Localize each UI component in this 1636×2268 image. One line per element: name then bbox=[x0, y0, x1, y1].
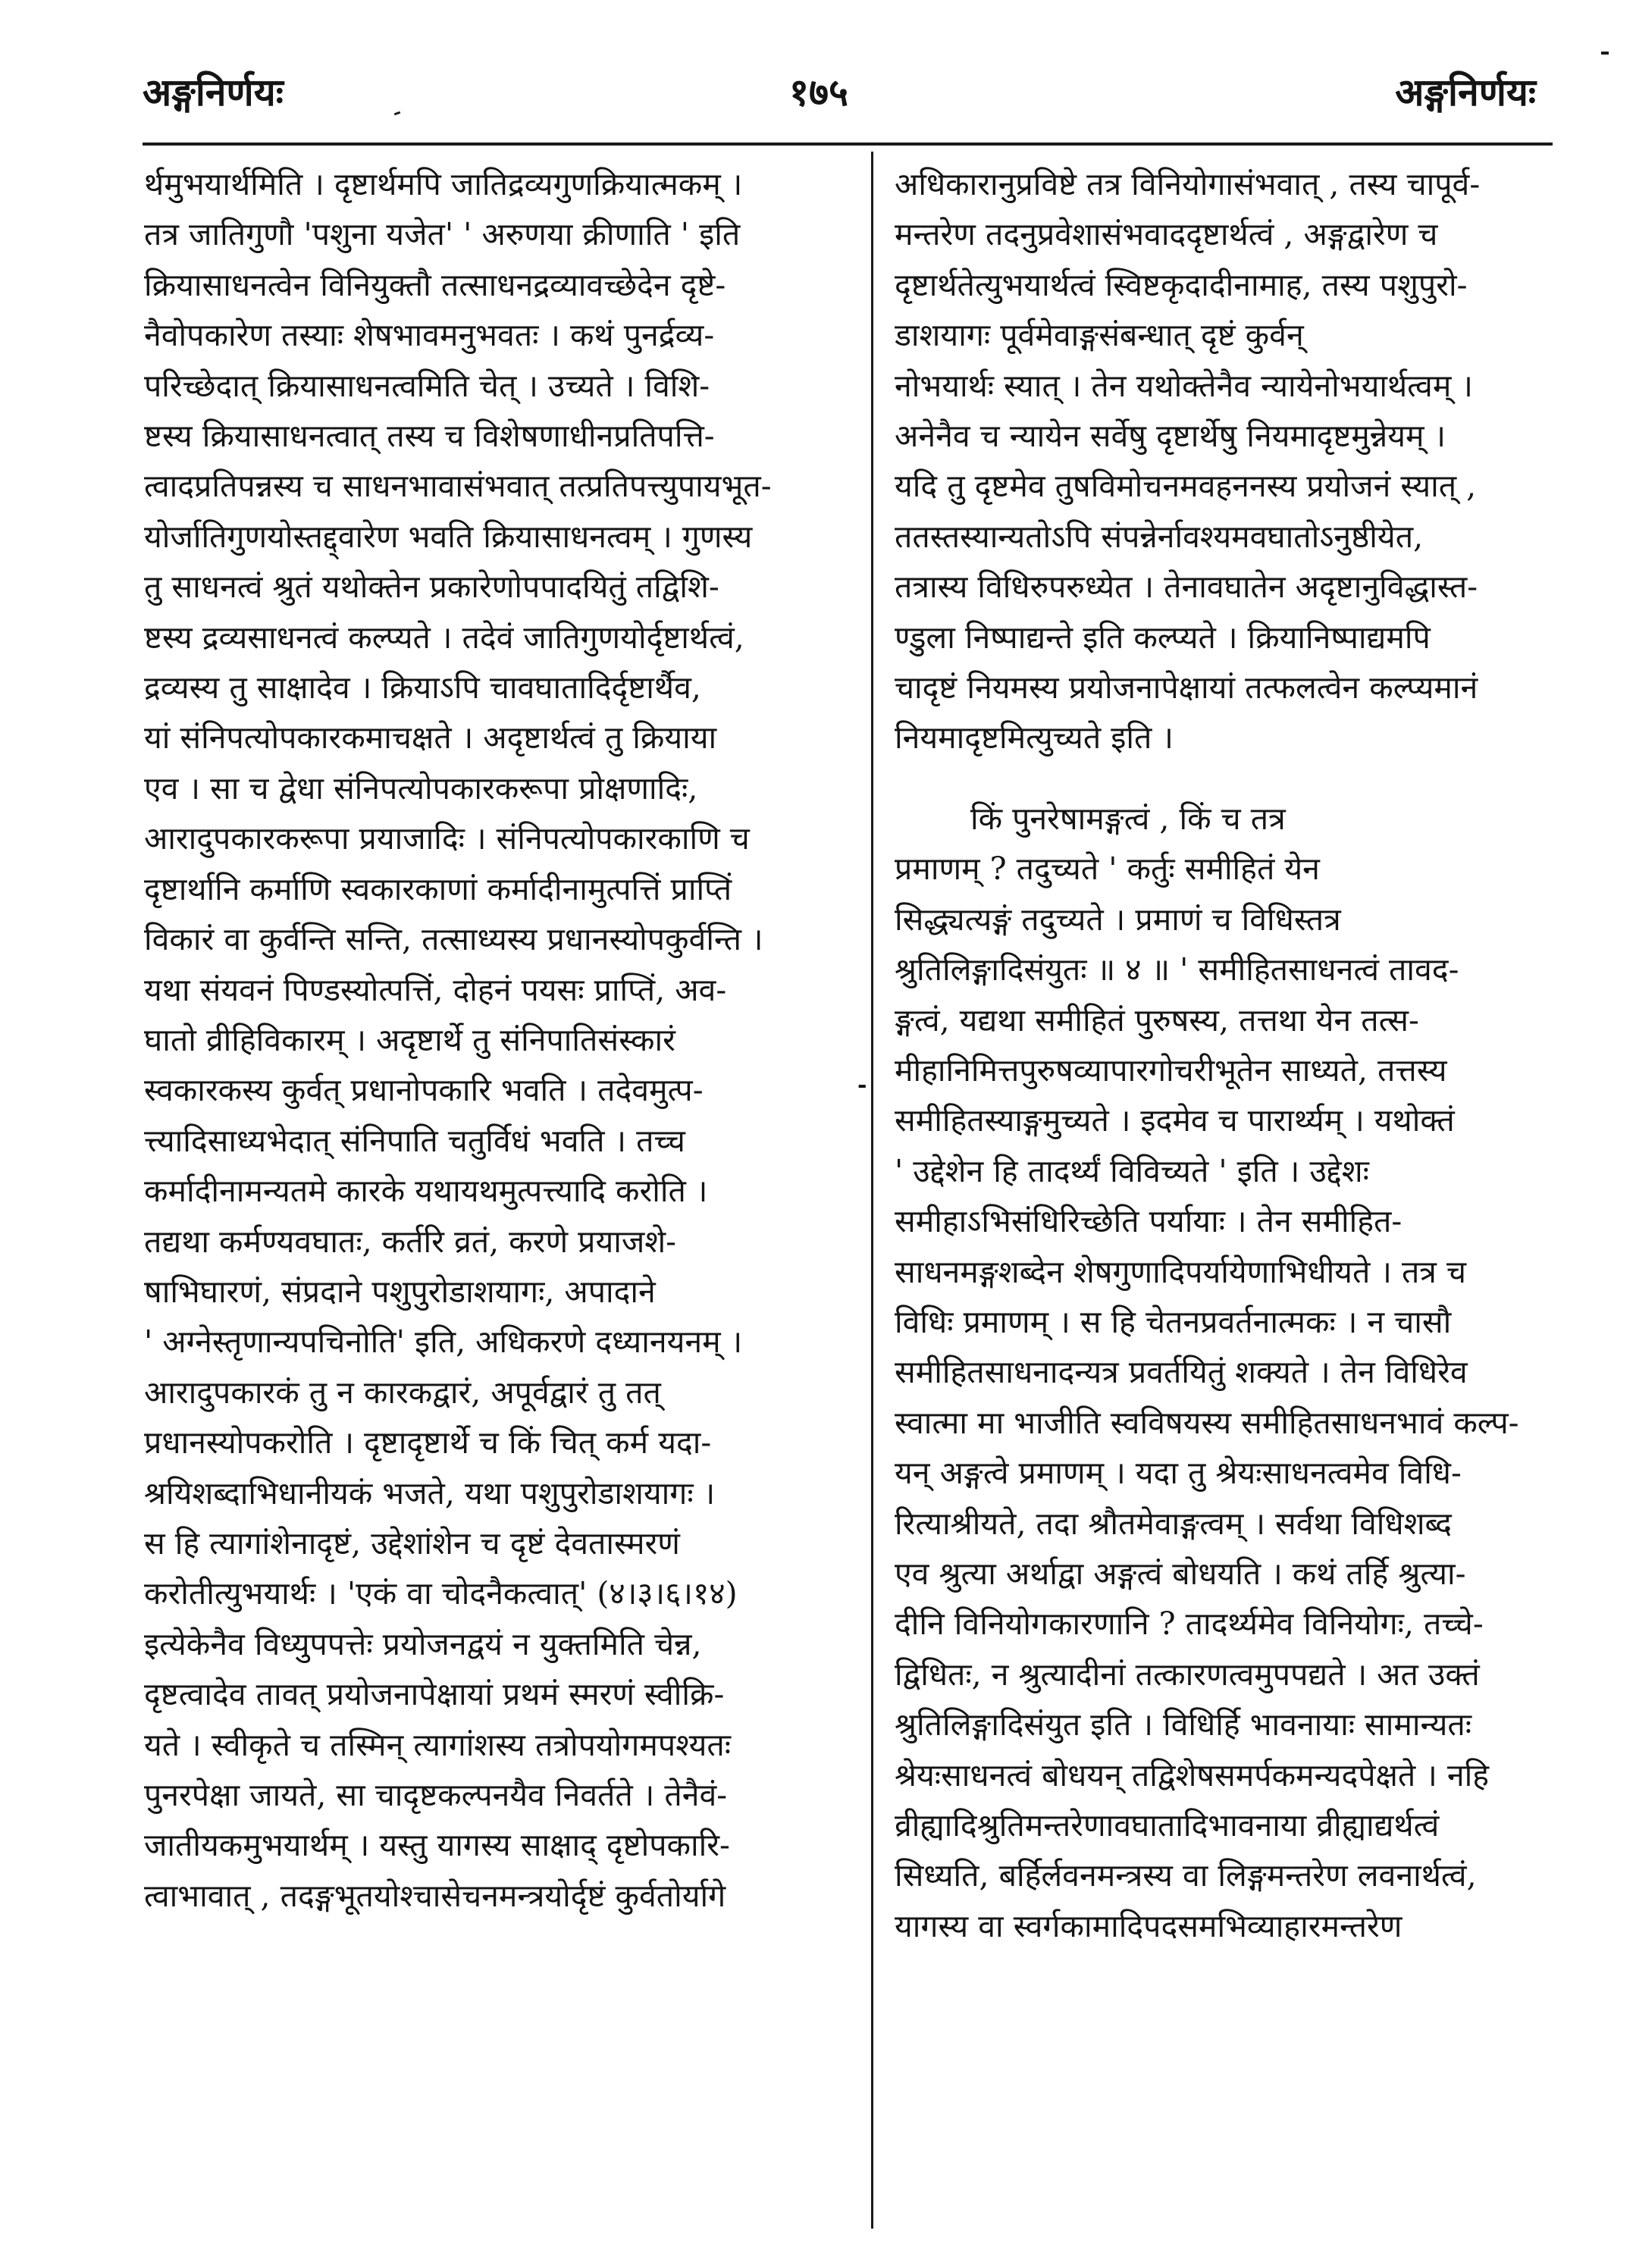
text-line: षाभिघारणं, संप्रदाने पशुपुरोडाशयागः, अपादाने bbox=[144, 1273, 656, 1310]
text-line: व्रीह्यादिश्रुतिमन्तरेणावघातादिभावनाया व्रीह्याद्यर्थत्वं bbox=[895, 1807, 1440, 1844]
text-line: दृष्टार्थतेत्युभयार्थत्वं स्विष्टकृदादीनामाह, तस्य पशुपुरो- bbox=[895, 266, 1468, 303]
text-line: प्रधानस्योपकरोति । दृष्टादृष्टार्थे च किं चित् कर्म यदा- bbox=[144, 1424, 712, 1461]
text-line: ण्डुला निष्पाद्यन्ते इति कल्प्यते । क्रियानिष्पाद्यमपि bbox=[895, 619, 1431, 656]
text-line: करोतीत्युभयार्थः । 'एकं वा चोदनैकत्वात्' (४।३।६।१४) bbox=[144, 1575, 738, 1612]
text-line: नियमादृष्टमित्युच्यते इति । bbox=[895, 719, 1174, 757]
text-line: ष्टस्य द्रव्यसाधनत्वं कल्प्यते । तदेवं जातिगुणयोर्दृष्टार्थत्वं, bbox=[144, 619, 744, 656]
stray-mark bbox=[394, 111, 401, 116]
text-line: यन् अङ्गत्वे प्रमाणम् । यदा तु श्रेयःसाधनत्वमेव विधि- bbox=[895, 1455, 1462, 1492]
text-line: समीहितस्याङ्गमुच्यते । इदमेव च पारार्थ्यम् । यथोक्तं bbox=[895, 1102, 1455, 1139]
text-line: मीहानिमित्तपुरुषव्यापारगोचरीभूतेन साध्यते, तत्तस्य bbox=[895, 1051, 1447, 1089]
text-line: त्वादप्रतिपन्नस्य च साधनभावासंभवात् तत्प्रतिपत्त्युपायभूत- bbox=[144, 468, 772, 505]
text-line: घातो व्रीहिविकारम् । अदृष्टार्थे तु संनिपातिसंस्कारं bbox=[144, 1021, 675, 1058]
text-line: क्रियासाधनत्वेन विनियुक्तौ तत्साधनद्रव्यावच्छेदेन दृष्टे- bbox=[144, 266, 726, 303]
text-line: रित्याश्रीयते, तदा श्रौतमेवाङ्गत्वम् । सर्वथा विधिशब्द bbox=[895, 1505, 1452, 1542]
text-line: योर्जातिगुणयोस्तद्द्वारेण भवति क्रियासाधनत्वम् । गुणस्य bbox=[144, 518, 753, 555]
text-line: डाशयागः पूर्वमेवाङ्गसंबन्धात् दृष्टं कुर्वन् bbox=[895, 317, 1304, 354]
text-line: परिच्छेदात् क्रियासाधनत्वमिति चेत् । उच्यते । विशि- bbox=[144, 367, 710, 404]
text-line: समीहाऽभिसंधिरिच्छेति पर्यायाः । तेन समीहित- bbox=[895, 1203, 1403, 1240]
text-line: सिध्यति, बर्हिर्लवनमन्त्रस्य वा लिङ्गमन्तरेण लवनार्थत्वं, bbox=[895, 1857, 1477, 1894]
text-line: ततस्तस्यान्यतोऽपि संपन्नेर्नावश्यमवघातोऽनुष्ठीयेत, bbox=[895, 518, 1424, 555]
column-divider bbox=[871, 152, 873, 2229]
text-line: किं पुनरेषामङ्गत्वं , किं च तत्र bbox=[970, 800, 1286, 837]
text-line: श्रेयःसाधनत्वं बोधयन् तद्विशेषसमर्पकमन्यदपेक्षते । नहि bbox=[895, 1756, 1490, 1793]
text-line: मन्तरेण तदनुप्रवेशासंभवाददृष्टार्थत्वं , अङ्गद्वारेण च bbox=[895, 216, 1438, 253]
text-line: स्वकारकस्य कुर्वत् प्रधानोपकारि भवति । तदेवमुत्प- bbox=[144, 1072, 704, 1109]
text-line: त्त्यादिसाध्यभेदात् संनिपाति चतुर्विधं भवति । तच्च bbox=[144, 1122, 685, 1159]
text-line: यदि तु दृष्टमेव तुषविमोचनमवहननस्य प्रयोजनं स्यात् , bbox=[895, 468, 1477, 505]
text-line: दीनि विनियोगकारणानि ? तादर्थ्यमेव विनियोगः, तच्चे- bbox=[895, 1605, 1484, 1643]
text-line: यां संनिपत्योपकारकमाचक्षते । अदृष्टार्थत्वं तु क्रियाया bbox=[144, 719, 717, 757]
text-line: ङ्गत्वं, यद्यथा समीहितं पुरुषस्य, तत्तथा येन तत्स- bbox=[895, 1001, 1419, 1038]
text-line: अधिकारानुप्रविष्टे तत्र विनियोगासंभवात् , तस्य चापूर्व- bbox=[895, 166, 1481, 202]
running-head-left: अङ्गनिर्णयः bbox=[143, 70, 284, 114]
text-line: तु साधनत्वं श्रुतं यथोक्तेन प्रकारेणोपपादयितुं तद्विशि- bbox=[144, 569, 719, 606]
text-line: नोभयार्थः स्यात् । तेन यथोक्तेनैव न्यायेनोभयार्थत्वम् । bbox=[895, 367, 1473, 404]
text-line: श्रुतिलिङ्गादिसंयुत इति । विधिर्हि भावनायाः सामान्यतः bbox=[895, 1706, 1472, 1743]
text-line: तत्र जातिगुणौ 'पशुना यजेत' ' अरुणया क्रीणाति ' इति bbox=[144, 216, 741, 253]
running-head-right: अङ्गनिर्णयः bbox=[1395, 70, 1536, 114]
text-line: र्थमुभयार्थमिति । दृष्टार्थमपि जातिद्रव्यगुणक्रियात्मकम् । bbox=[144, 166, 743, 202]
text-line: अनेनैव च न्यायेन सर्वेषु दृष्टार्थेषु नियमादृष्टमुन्नेयम् । bbox=[895, 418, 1446, 455]
text-line: तद्यथा कर्मण्यवघातः, कर्तरि व्रतं, करणे प्रयाजशे- bbox=[144, 1223, 676, 1260]
right-column-paragraph-2 bbox=[895, 794, 1562, 1951]
text-line: त्वाभावात् , तदङ्गभूतयोश्चासेचनमन्त्रयोर्दृष्टं कुर्वतोर्यागे bbox=[144, 1877, 726, 1914]
text-line: सिद्ध्यत्यङ्गं तदुच्यते । प्रमाणं च विधिस्तत्र bbox=[895, 901, 1341, 938]
text-line: आरादुपकारकं तु न कारकद्वारं, अपूर्वद्वारं तु तत् bbox=[144, 1374, 661, 1411]
text-line: श्रुतिलिङ्गादिसंयुतः ॥ ४ ॥ ' समीहितसाधनत्वं तावद- bbox=[895, 951, 1459, 988]
text-line: जातीयकमुभयार्थम् । यस्तु यागस्य साक्षाद् दृष्टोपकारि- bbox=[144, 1827, 730, 1864]
text-line: प्रमाणम् ? तदुच्यते ' कर्तुः समीहितं येन bbox=[895, 850, 1320, 888]
text-line: एव । सा च द्वेधा संनिपत्योपकारकरूपा प्रोक्षणादिः, bbox=[144, 769, 698, 807]
text-line: श्रयिशब्दाभिधानीयकं भजते, यथा पशुपुरोडाशयागः । bbox=[144, 1474, 716, 1511]
text-line: पुनरपेक्षा जायते, सा चादृष्टकल्पनयैव निवर्तते । तेनैवं- bbox=[144, 1777, 728, 1813]
text-line: दृष्टत्वादेव तावत् प्रयोजनापेक्षायां प्रथमं स्मरणं स्वीक्रि- bbox=[144, 1676, 725, 1713]
text-line: स हि त्यागांशेनादृष्टं, उद्देशांशेन च दृष्टं देवतास्मरणं bbox=[144, 1524, 680, 1562]
text-line: एव श्रुत्या अर्थाद्वा अङ्गत्वं बोधयति । कथं तर्हि श्रुत्या- bbox=[895, 1555, 1466, 1592]
page-number: १७५ bbox=[789, 70, 848, 114]
text-line: द्विधितः, न श्रुत्यादीनां तत्कारणत्वमुपपद्यते । अत उक्तं bbox=[895, 1656, 1480, 1693]
corner-mark bbox=[1601, 52, 1609, 55]
text-line: आरादुपकारकरूपा प्रयाजादिः । संनिपत्योपकारकाणि च bbox=[144, 820, 750, 857]
text-line: नैवोपकारेण तस्याः शेषभावमनुभवतः । कथं पुनर्द्रव्य- bbox=[144, 317, 715, 354]
text-line: यागस्य वा स्वर्गकामादिपदसमभिव्याहारमन्तरेण bbox=[895, 1907, 1403, 1944]
text-line: द्रव्यस्य तु साक्षादेव । क्रियाऽपि चावघातादिर्दृष्टार्थैव, bbox=[144, 669, 701, 706]
text-line: ' उद्देशेन हि तादर्थ्यं विविच्यते ' इति । उद्देशः bbox=[895, 1152, 1369, 1189]
left-column bbox=[144, 159, 849, 2236]
text-line: विकारं वा कुर्वन्ति सन्ति, तत्साध्यस्य प्रधानस्योपकुर्वन्ति । bbox=[144, 921, 763, 958]
text-line: चादृष्टं नियमस्य प्रयोजनापेक्षायां तत्फलत्वेन कल्प्यमानं bbox=[895, 669, 1478, 706]
right-column bbox=[895, 159, 1562, 2236]
text-line: कर्मादीनामन्यतमे कारके यथायथमुत्पत्त्यादि करोति । bbox=[144, 1173, 708, 1210]
text-line: समीहितसाधनादन्यत्र प्रवर्तयितुं शक्यते । तेन विधिरेव bbox=[895, 1354, 1468, 1391]
text-line: विधिः प्रमाणम् । स हि चेतनप्रवर्तनात्मकः । न चासौ bbox=[895, 1303, 1452, 1340]
margin-mark: - bbox=[857, 1072, 867, 1098]
text-line: स्वात्मा मा भाजीति स्वविषयस्य समीहितसाधनभावं कल्प- bbox=[895, 1404, 1519, 1441]
text-line: ष्टस्य क्रियासाधनत्वात् तस्य च विशेषणाधीनप्रतिपत्ति- bbox=[144, 418, 715, 455]
text-line: दृष्टार्थानि कर्माणि स्वकारकाणां कर्मादीनामुत्पत्तिं प्राप्तिं bbox=[144, 870, 732, 907]
header-rule bbox=[143, 143, 1553, 146]
paragraph-gap bbox=[895, 763, 1562, 794]
text-line: यथा संयवनं पिण्डस्योत्पत्तिं, दोहनं पयसः प्राप्तिं, अव- bbox=[144, 971, 727, 1008]
text-line: साधनमङ्गशब्देन शेषगुणादिपर्यायेणाभिधीयते । तत्र च bbox=[895, 1253, 1467, 1290]
text-line: यते । स्वीकृते च तस्मिन् त्यागांशस्य तत्रोपयोगमपश्यतः bbox=[144, 1726, 732, 1763]
text-line: ' अग्नेस्तृणान्यपचिनोति' इति, अधिकरणे दध्यानयनम् । bbox=[144, 1324, 743, 1361]
text-line: इत्येकेनैव विध्युपपत्तेः प्रयोजनद्वयं न युक्तमिति चेन्न, bbox=[144, 1625, 702, 1662]
text-line: तत्रास्य विधिरुपरुध्येत । तेनावघातेन अदृष्टानुविद्धास्त- bbox=[895, 569, 1478, 606]
right-column-paragraph-1 bbox=[895, 159, 1562, 763]
